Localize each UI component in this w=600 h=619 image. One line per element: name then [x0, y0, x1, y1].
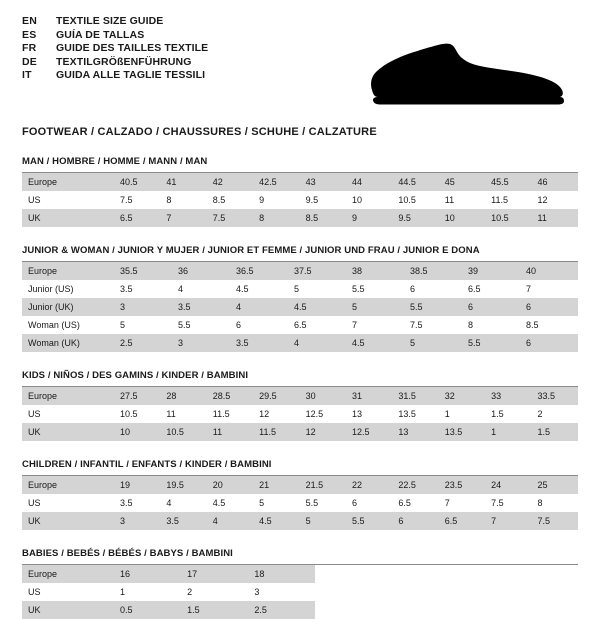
- size-block-title: KIDS / NIÑOS / DES GAMINS / KINDER / BAMBINI: [22, 370, 578, 387]
- size-cell: 12: [300, 423, 346, 441]
- row-label: UK: [22, 512, 114, 530]
- size-cell: 6: [520, 334, 578, 352]
- size-cell: 4.5: [346, 334, 404, 352]
- size-cell: 8: [166, 195, 172, 205]
- language-code: IT: [22, 69, 32, 81]
- table-row: [22, 512, 578, 530]
- size-cell: 8: [253, 209, 299, 227]
- size-cell: 11.5: [253, 423, 299, 441]
- language-title: TEXTILE SIZE GUIDE: [56, 15, 164, 27]
- spacer-cell: [315, 601, 578, 619]
- size-cell: 24: [485, 476, 531, 494]
- size-cell: 5.5: [346, 512, 392, 530]
- size-cell: 8: [537, 498, 543, 508]
- size-cell: 40.5: [114, 173, 160, 191]
- size-cell: 45: [439, 173, 485, 191]
- size-block-title: JUNIOR & WOMAN / JUNIOR Y MUJER / JUNIOR ET FEMME / JUNIOR UND FRAU / JUNIOR E DONA: [22, 245, 578, 262]
- size-cell: 37.5: [288, 262, 346, 280]
- size-cell: 16: [114, 565, 181, 583]
- row-label: Europe: [22, 476, 114, 494]
- size-cell: 10.5: [485, 209, 531, 227]
- table-row: [22, 262, 578, 280]
- size-cell: 6: [462, 298, 520, 316]
- size-cell: 44.5: [392, 173, 438, 191]
- size-cell: 9.5: [305, 195, 319, 205]
- size-cell: 5: [300, 512, 346, 530]
- dress-shoe-icon: [364, 34, 574, 114]
- language-row: [22, 30, 208, 44]
- size-cell: 28.5: [207, 387, 253, 405]
- size-cell: 12.5: [305, 409, 324, 419]
- language-title: GUIDE DES TAILLES TEXTILE: [56, 42, 209, 54]
- row-label: Woman (US): [28, 320, 80, 330]
- size-cell: 10.5: [120, 409, 138, 419]
- size-block-title: CHILDREN / INFANTIL / ENFANTS / KINDER / BAMBINI: [22, 459, 578, 476]
- table-row: [22, 387, 578, 405]
- page-title: FOOTWEAR / CALZADO / CHAUSSURES / SCHUHE / CALZATURE: [22, 126, 377, 138]
- table-row: [22, 280, 578, 298]
- row-label: Junior (UK): [22, 298, 114, 316]
- size-block-title: BABIES / BEBÉS / BÉBÉS / BABYS / BAMBINI: [22, 548, 578, 565]
- size-block: [22, 156, 578, 227]
- table-row: [22, 601, 578, 619]
- size-cell: 5: [259, 498, 265, 508]
- size-cell: 44: [346, 173, 392, 191]
- size-cell: 1.5: [181, 601, 248, 619]
- size-cell: 41: [160, 173, 206, 191]
- size-cell: 3: [114, 512, 160, 530]
- row-label: UK: [22, 423, 114, 441]
- size-cell: 5.5: [178, 320, 191, 330]
- size-cell: 4.5: [253, 512, 299, 530]
- size-cell: 10.5: [160, 423, 206, 441]
- size-cell: 22.5: [392, 476, 438, 494]
- size-cell: 7: [160, 209, 206, 227]
- size-cell: 4: [230, 298, 288, 316]
- size-cell: 5: [404, 334, 462, 352]
- size-cell: 29.5: [253, 387, 299, 405]
- size-cell: 32: [439, 387, 485, 405]
- spacer-cell: [315, 565, 578, 583]
- size-cell: 9.5: [392, 209, 438, 227]
- size-cell: 6: [520, 298, 578, 316]
- size-cell: 7.5: [207, 209, 253, 227]
- table-row: [22, 173, 578, 191]
- language-title: TEXTILGRÖßENFÜHRUNG: [56, 55, 192, 68]
- size-cell: 10: [114, 423, 160, 441]
- size-cell: 20: [207, 476, 253, 494]
- size-cell: 11: [532, 209, 578, 227]
- size-cell: 4: [288, 334, 346, 352]
- size-cell: 11: [444, 195, 455, 205]
- table-row: [22, 298, 578, 316]
- size-cell: 30: [300, 387, 346, 405]
- size-cell: 10: [439, 209, 485, 227]
- language-title: GUIDA ALLE TAGLIE TESSILI: [56, 69, 206, 81]
- row-label: UK: [22, 209, 114, 227]
- size-cell: 1.5: [491, 409, 504, 419]
- size-cell: 11: [207, 423, 253, 441]
- size-cell: 4.5: [236, 284, 249, 294]
- size-cell: 4.5: [288, 298, 346, 316]
- table-row: [22, 565, 578, 583]
- language-code: EN: [22, 15, 37, 27]
- size-cell: 46: [532, 173, 578, 191]
- size-cell: 5: [120, 320, 126, 330]
- language-row: [22, 57, 208, 71]
- size-cell: 6.5: [114, 209, 160, 227]
- size-cell: 17: [181, 565, 248, 583]
- size-block-title: MAN / HOMBRE / HOMME / MANN / MAN: [22, 156, 578, 173]
- size-cell: 4: [207, 512, 253, 530]
- size-cell: 25: [532, 476, 578, 494]
- size-cell: 4: [178, 284, 184, 294]
- size-cell: 1.5: [532, 423, 578, 441]
- size-cell: 33.5: [532, 387, 578, 405]
- size-table: [22, 173, 578, 227]
- size-cell: 2.5: [248, 601, 315, 619]
- size-cell: 7: [444, 498, 450, 508]
- row-label: Europe: [22, 565, 114, 583]
- size-cell: 5: [346, 298, 404, 316]
- size-cell: 19: [114, 476, 160, 494]
- size-cell: 6: [392, 512, 438, 530]
- size-cell: 2: [537, 409, 543, 419]
- size-cell: 11.5: [491, 195, 508, 205]
- row-label: Woman (UK): [22, 334, 114, 352]
- size-cell: 8.5: [526, 320, 539, 330]
- language-code: FR: [22, 42, 37, 54]
- size-table: [22, 565, 578, 619]
- size-cell: 3.5: [120, 498, 133, 508]
- size-cell: 33: [485, 387, 531, 405]
- size-cell: 3.5: [160, 512, 206, 530]
- size-cell: 10: [351, 195, 362, 205]
- size-block: [22, 245, 578, 352]
- size-cell: 21: [253, 476, 299, 494]
- size-cell: 19.5: [160, 476, 206, 494]
- row-label: Europe: [22, 173, 114, 191]
- size-cell: 1: [120, 587, 126, 597]
- size-cell: 4.5: [212, 498, 226, 508]
- size-cell: 6.5: [398, 498, 411, 508]
- size-cell: 5.5: [404, 298, 462, 316]
- size-cell: 3.5: [120, 284, 133, 294]
- row-label: Europe: [22, 262, 114, 280]
- size-cell: 36: [172, 262, 230, 280]
- size-cell: 39: [462, 262, 520, 280]
- table-row: [22, 423, 578, 441]
- size-table: [22, 476, 578, 530]
- size-cell: 2: [187, 587, 193, 597]
- size-cell: 42: [207, 173, 253, 191]
- size-cell: 3: [114, 298, 172, 316]
- size-cell: 1: [444, 409, 450, 419]
- size-cell: 38: [346, 262, 404, 280]
- size-cell: 5.5: [352, 284, 365, 294]
- size-cell: 11: [166, 409, 176, 419]
- size-cell: 12: [537, 195, 548, 205]
- size-block: [22, 459, 578, 530]
- size-cell: 31.5: [392, 387, 438, 405]
- row-label: Junior (US): [28, 284, 74, 294]
- size-cell: 12: [259, 409, 270, 419]
- size-table: [22, 387, 578, 441]
- table-row: [22, 316, 578, 334]
- size-cell: 6.5: [294, 320, 307, 330]
- size-cell: 0.5: [114, 601, 181, 619]
- size-cell: 8.5: [212, 195, 226, 205]
- size-cell: 21.5: [300, 476, 346, 494]
- language-code: ES: [22, 28, 37, 41]
- size-cell: 35.5: [114, 262, 172, 280]
- size-cell: 42.5: [253, 173, 299, 191]
- size-cell: 7.5: [410, 320, 423, 330]
- size-cell: 2.5: [114, 334, 172, 352]
- size-cell: 7.5: [120, 195, 133, 205]
- size-table: [22, 262, 578, 352]
- table-row: [22, 334, 578, 352]
- size-cell: 8.5: [300, 209, 346, 227]
- size-cell: 7.5: [491, 498, 504, 508]
- row-label: US: [28, 587, 41, 597]
- language-title-list: [22, 16, 208, 84]
- size-cell: 8: [468, 320, 474, 330]
- language-row: [22, 43, 208, 57]
- row-label: UK: [22, 601, 114, 619]
- language-code: DE: [22, 55, 37, 68]
- table-row: [22, 209, 578, 227]
- size-blocks: [22, 156, 578, 619]
- row-label: US: [28, 195, 41, 205]
- size-cell: 1: [485, 423, 531, 441]
- table-row: [22, 583, 578, 601]
- table-row: [22, 405, 578, 423]
- size-cell: 13.5: [439, 423, 485, 441]
- size-cell: 7.5: [532, 512, 578, 530]
- row-label: US: [28, 498, 41, 508]
- size-cell: 12.5: [346, 423, 392, 441]
- size-cell: 3: [254, 587, 260, 597]
- size-cell: 7: [526, 284, 532, 294]
- size-cell: 43: [300, 173, 346, 191]
- language-row: [22, 16, 208, 30]
- row-label: US: [28, 409, 41, 419]
- language-row: [22, 70, 208, 84]
- size-block: [22, 370, 578, 441]
- size-cell: 38.5: [404, 262, 462, 280]
- size-block: [22, 548, 578, 619]
- size-cell: 10.5: [398, 195, 416, 205]
- size-cell: 18: [248, 565, 315, 583]
- size-cell: 6: [236, 320, 242, 330]
- size-cell: 6: [351, 498, 357, 508]
- header: [22, 16, 578, 114]
- size-cell: 3.5: [230, 334, 288, 352]
- size-cell: 4: [166, 498, 172, 508]
- table-row: [22, 494, 578, 512]
- size-cell: 7: [352, 320, 358, 330]
- size-cell: 5.5: [462, 334, 520, 352]
- language-title: GUÍA DE TALLAS: [56, 28, 145, 41]
- size-cell: 6.5: [468, 284, 481, 294]
- spacer-cell: [315, 583, 578, 601]
- size-cell: 5.5: [305, 498, 319, 508]
- size-cell: 27.5: [114, 387, 160, 405]
- size-cell: 9: [259, 195, 265, 205]
- size-cell: 5: [294, 284, 300, 294]
- size-cell: 36.5: [230, 262, 288, 280]
- row-label: Europe: [22, 387, 114, 405]
- table-row: [22, 476, 578, 494]
- size-cell: 7: [485, 512, 531, 530]
- size-cell: 6.5: [439, 512, 485, 530]
- size-cell: 13: [392, 423, 438, 441]
- size-cell: 6: [410, 284, 416, 294]
- table-row: [22, 191, 578, 209]
- size-cell: 28: [160, 387, 206, 405]
- size-cell: 45.5: [485, 173, 531, 191]
- size-cell: 9: [346, 209, 392, 227]
- size-cell: 31: [346, 387, 392, 405]
- size-cell: 13.5: [398, 409, 416, 419]
- size-cell: 22: [346, 476, 392, 494]
- size-cell: 3: [172, 334, 230, 352]
- size-cell: 40: [520, 262, 578, 280]
- size-cell: 3.5: [172, 298, 230, 316]
- size-cell: 23.5: [439, 476, 485, 494]
- size-cell: 13: [351, 409, 362, 419]
- size-cell: 11.5: [212, 409, 230, 419]
